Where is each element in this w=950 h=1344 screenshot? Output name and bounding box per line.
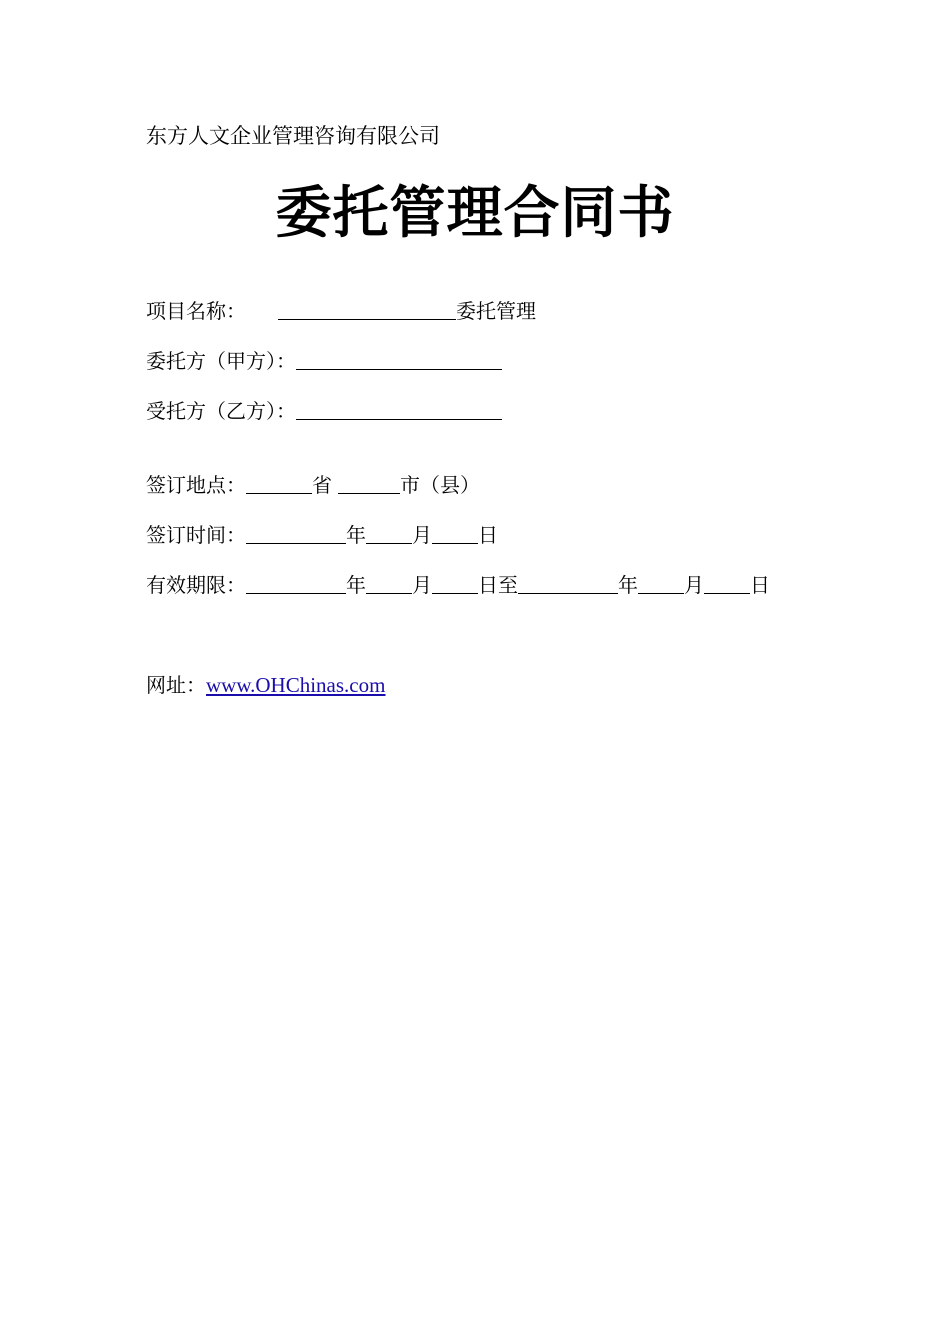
validity-year2-blank[interactable] xyxy=(518,573,618,594)
validity-year-text: 年 xyxy=(346,573,366,597)
validity-day-blank[interactable] xyxy=(432,573,478,594)
website-link[interactable]: www.OHChinas.com xyxy=(206,673,386,697)
principal-label: 委托方（甲方）： xyxy=(146,349,296,373)
validity-day2-text: 日 xyxy=(750,573,770,597)
sign-day-text: 日 xyxy=(478,523,498,547)
validity-label: 有效期限： xyxy=(146,573,246,597)
validity-line xyxy=(146,570,770,600)
sign-day-blank[interactable] xyxy=(432,523,478,544)
sign-month-blank[interactable] xyxy=(366,523,412,544)
company-name: 东方人文企业管理咨询有限公司 xyxy=(146,124,440,148)
city-blank[interactable] xyxy=(338,473,400,494)
agent-blank[interactable] xyxy=(296,399,502,420)
project-name-line xyxy=(146,296,536,326)
website-line xyxy=(146,670,385,700)
validity-month-blank[interactable] xyxy=(366,573,412,594)
city-text: 市（县） xyxy=(400,473,480,497)
sign-place-label: 签订地点： xyxy=(146,473,246,497)
document-title: 委托管理合同书 xyxy=(275,181,675,246)
province-blank[interactable] xyxy=(246,473,312,494)
validity-month-text: 月 xyxy=(412,573,432,597)
sign-month-text: 月 xyxy=(412,523,432,547)
validity-month2-text: 月 xyxy=(684,573,704,597)
project-name-suffix: 委托管理 xyxy=(456,299,536,323)
validity-year2-text: 年 xyxy=(618,573,638,597)
province-text: 省 xyxy=(312,473,332,497)
sign-time-label: 签订时间： xyxy=(146,523,246,547)
validity-year-blank[interactable] xyxy=(246,573,346,594)
sign-year-blank[interactable] xyxy=(246,523,346,544)
principal-line xyxy=(146,346,502,376)
project-name-label: 项目名称： xyxy=(146,299,246,323)
sign-time-line xyxy=(146,520,498,550)
project-name-blank[interactable] xyxy=(278,299,456,320)
agent-line xyxy=(146,396,502,426)
validity-month2-blank[interactable] xyxy=(638,573,684,594)
website-label: 网址： xyxy=(146,673,206,697)
validity-day-text: 日至 xyxy=(478,573,518,597)
sign-place-line xyxy=(146,470,480,500)
validity-day2-blank[interactable] xyxy=(704,573,750,594)
principal-blank[interactable] xyxy=(296,349,502,370)
sign-year-text: 年 xyxy=(346,523,366,547)
agent-label: 受托方（乙方）： xyxy=(146,399,296,423)
